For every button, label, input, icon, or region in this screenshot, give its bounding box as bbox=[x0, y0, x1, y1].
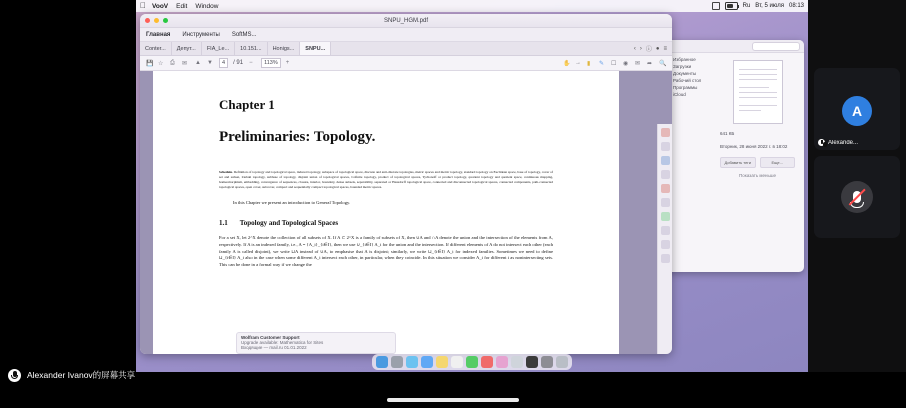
menu-app-name[interactable]: VooV bbox=[146, 2, 163, 10]
add-tags-button[interactable]: Добавить теги bbox=[720, 157, 756, 168]
pdf-document-area[interactable] bbox=[140, 71, 672, 354]
file-date: Вторник, 28 июня 2022 г. в 18:02 bbox=[720, 143, 788, 149]
export-pdf-icon[interactable] bbox=[661, 128, 670, 137]
section-number: 1.1 bbox=[219, 219, 228, 228]
zoom-participants-panel bbox=[808, 0, 906, 372]
window-title: SNPU_HGM.pdf bbox=[383, 17, 428, 24]
share-icon[interactable]: ➦ bbox=[647, 60, 653, 67]
pdf-tool-rail[interactable] bbox=[657, 124, 672, 354]
toolbar-left-group[interactable] bbox=[146, 60, 189, 67]
home-indicator bbox=[387, 398, 519, 402]
launchpad-icon[interactable] bbox=[391, 356, 403, 368]
account-icon[interactable]: ● bbox=[655, 45, 660, 52]
mac-dock[interactable] bbox=[372, 354, 572, 370]
self-view-tile[interactable] bbox=[814, 156, 900, 238]
avatar: A bbox=[842, 96, 872, 126]
zoom-out-icon[interactable]: − bbox=[249, 59, 253, 66]
page-total-label: / 91 bbox=[233, 60, 244, 66]
safari-icon[interactable] bbox=[406, 356, 418, 368]
search-icon[interactable]: 🔍 bbox=[659, 60, 667, 67]
sidebar-item-downloads[interactable]: Загрузки bbox=[673, 64, 692, 69]
bookmark-icon[interactable]: ☆ bbox=[158, 60, 164, 67]
highlight-icon[interactable]: ▮ bbox=[587, 60, 591, 67]
finder-search-input[interactable] bbox=[752, 42, 800, 51]
share-label: Alexander Ivanov的屏幕共享 bbox=[27, 370, 136, 380]
pdf-document-tabs[interactable] bbox=[140, 42, 672, 56]
mail-subject: Upgrade available: Mathematica for Sites bbox=[241, 340, 324, 345]
stamp-icon[interactable]: ◉ bbox=[623, 60, 629, 67]
redact-icon[interactable] bbox=[661, 198, 670, 207]
pdf-page bbox=[153, 71, 619, 354]
finder-toolbar[interactable] bbox=[656, 40, 804, 53]
finder-icon[interactable] bbox=[376, 356, 388, 368]
screen-share-bar[interactable] bbox=[0, 364, 248, 386]
menu-hamburger-icon[interactable]: ≡ bbox=[663, 45, 667, 52]
sidebar-item-desktop[interactable]: Рабочий стол bbox=[673, 78, 702, 83]
finder-body bbox=[656, 53, 804, 181]
section-heading bbox=[219, 219, 591, 227]
menu-time[interactable]: 08:13 bbox=[788, 3, 804, 9]
sidebar-item-documents[interactable]: Документы bbox=[673, 71, 697, 76]
mail-preview-strip[interactable] bbox=[236, 332, 396, 354]
help-icon[interactable]: ⓘ bbox=[645, 47, 652, 53]
participant-name-row bbox=[818, 139, 896, 146]
calendar-icon[interactable] bbox=[451, 356, 463, 368]
menu-status-area[interactable] bbox=[712, 2, 804, 10]
page-number-input[interactable]: 4 bbox=[219, 58, 228, 68]
show-less-link[interactable]: Показать меньше bbox=[739, 172, 776, 178]
zoom-level-select[interactable]: 113% bbox=[261, 58, 281, 68]
toolbar-annotation-group[interactable] bbox=[563, 60, 666, 67]
terminal-icon[interactable] bbox=[526, 356, 538, 368]
close-button[interactable] bbox=[145, 18, 150, 23]
participant-tile[interactable] bbox=[814, 68, 900, 150]
page-title: Preliminaries: Topology. bbox=[219, 129, 376, 145]
microphone-icon[interactable] bbox=[8, 369, 21, 382]
microphone-muted-icon bbox=[818, 139, 825, 146]
window-controls[interactable] bbox=[145, 18, 168, 23]
more-tools-icon[interactable] bbox=[661, 254, 670, 263]
body-paragraph: For a set X, let 2^X denote the collection of all subsets of X. If A ⊂ 2^X is a family of subsets of X, then ∪A and ∩A denote the union and the intersection of the elements from A, respectively. If A is an indexed family, i.e., A = {A_i}_{i∈I}, then we use ∪_{i∈I} A_i for the union and the intersection. If different elements of A do not intersect each other (each family A is called disjoint), we write ⊔A instead of ∪A, to emphasise that A is disjoint; similarly, we write ⊔_{i∈I} A_i for indexed families. Sometimes we need to define ⊔_{i∈I} A_i also in the case when some different A_i intersect each other, in particular, when they coincide. In this situation we consider A_i for different i as nonintersecting sets. This can be done in a formal way if we change the bbox=[219, 235, 553, 268]
finder-action-buttons[interactable] bbox=[715, 154, 800, 171]
page-down-icon[interactable]: ▼ bbox=[207, 59, 213, 66]
tab-snpu[interactable]: SNPU... bbox=[300, 42, 331, 55]
music-icon[interactable] bbox=[481, 356, 493, 368]
settings-icon[interactable] bbox=[541, 356, 553, 368]
toolbar-page-group[interactable] bbox=[195, 58, 243, 68]
pdf-reader-window[interactable] bbox=[140, 14, 672, 354]
compress-icon[interactable] bbox=[661, 240, 670, 249]
save-icon[interactable]: 💾 bbox=[146, 60, 154, 67]
pen-icon[interactable]: ✎ bbox=[599, 60, 605, 67]
battery-icon[interactable] bbox=[725, 2, 738, 10]
text-box-icon[interactable]: ☐ bbox=[611, 60, 617, 67]
combine-files-icon[interactable] bbox=[661, 170, 670, 179]
fill-sign-icon[interactable] bbox=[661, 226, 670, 235]
file-size: 641 КБ bbox=[720, 131, 735, 136]
tab-fia-le[interactable]: FIA_Le... bbox=[202, 42, 235, 55]
notes-icon[interactable] bbox=[436, 356, 448, 368]
mail-folder: Входящие — mail.ru 01.01.2022 bbox=[241, 345, 307, 350]
schedule-label: Schedule. bbox=[219, 170, 233, 174]
ribbon-tab-softms[interactable]: SoftMS... bbox=[231, 31, 257, 38]
schedule-text: Definition of topology and topological space, induced topology, subspace of topological space, discrete and anti-discrete topologies, metric spaces and metric topology, standard topology on Euclidean space, base of topology, cover of set and subset, Zariski topology, subbase of topology, disjoint union of topological spaces, Cofinite topology, product of topological spaces, Tychonoff or product topology, quotient topology and quotient space, continuous mapping, homeomorphism, embedding, convergence of sequences, closure, interior, boundary, dense subsets, separability, separated or Hausdorff topological space, connected and disconnected topological spaces, connected components, path-connected topological spaces, open cover, subcover, compact and sequentially compact topological spaces, bounded metric spaces. bbox=[219, 170, 553, 190]
edit-pdf-icon[interactable] bbox=[661, 142, 670, 151]
create-pdf-icon[interactable] bbox=[661, 156, 670, 165]
mail-sender: Wolfram Customer Support bbox=[241, 335, 300, 340]
mic-status-button[interactable] bbox=[841, 181, 873, 213]
finder-window[interactable] bbox=[656, 40, 804, 272]
organize-pages-icon[interactable] bbox=[661, 184, 670, 193]
comment-icon[interactable]: ✉ bbox=[635, 60, 641, 67]
apple-menu-icon[interactable] bbox=[140, 2, 146, 10]
select-tool-icon[interactable]: → bbox=[575, 59, 581, 66]
hand-tool-icon[interactable]: ✋ bbox=[563, 60, 571, 67]
file-thumbnail[interactable] bbox=[733, 60, 783, 124]
tab-next-icon[interactable]: › bbox=[639, 45, 642, 52]
tab-honigs[interactable]: Honigs... bbox=[268, 42, 301, 55]
tab-deput[interactable]: Депут... bbox=[172, 42, 202, 55]
sidebar-item-icloud[interactable]: iCloud bbox=[673, 92, 686, 97]
mail-icon[interactable] bbox=[421, 356, 433, 368]
finder-sidebar[interactable] bbox=[673, 56, 711, 178]
page-up-icon[interactable]: ▲ bbox=[195, 59, 201, 66]
pdf-title-bar[interactable] bbox=[140, 14, 672, 28]
protect-icon[interactable] bbox=[661, 212, 670, 221]
pdf-toolbar[interactable] bbox=[140, 56, 672, 71]
section-title: Topology and Topological Spaces bbox=[239, 219, 339, 228]
more-button[interactable]: Еще... bbox=[760, 157, 796, 168]
ribbon-tab-home[interactable]: Главная bbox=[146, 31, 171, 38]
maximize-button[interactable] bbox=[163, 18, 168, 23]
print-icon[interactable]: ⎙ bbox=[170, 59, 175, 66]
toolbar-zoom-group[interactable] bbox=[249, 58, 293, 68]
email-icon[interactable]: ✉ bbox=[182, 60, 188, 67]
messages-icon[interactable] bbox=[466, 356, 478, 368]
wifi-icon[interactable] bbox=[712, 2, 720, 10]
chapter-heading: Chapter 1 bbox=[219, 97, 275, 112]
pdf-ribbon[interactable] bbox=[140, 28, 672, 42]
tab-prev-icon[interactable]: ‹ bbox=[633, 45, 636, 52]
intro-paragraph: In this Chapter we present an introduction to General Topology. bbox=[233, 200, 351, 206]
participant-name: Alexande... bbox=[828, 139, 859, 146]
tab-nav-controls[interactable] bbox=[629, 42, 672, 55]
finder-preview-pane bbox=[715, 56, 800, 178]
menu-item-window[interactable]: Window bbox=[189, 2, 213, 10]
photos-icon[interactable] bbox=[496, 356, 508, 368]
sidebar-item-applications[interactable]: Программы bbox=[673, 85, 698, 90]
tab-conter[interactable]: Conter... bbox=[140, 42, 172, 55]
sidebar-item-favorites[interactable]: Избранное bbox=[673, 57, 696, 62]
mac-menu-bar[interactable] bbox=[136, 0, 808, 12]
trash-icon[interactable] bbox=[556, 356, 568, 368]
tab-10151[interactable]: 10.151... bbox=[235, 42, 267, 55]
ribbon-tab-tools[interactable]: Инструменты bbox=[182, 31, 220, 38]
schedule-paragraph bbox=[219, 170, 553, 190]
input-language-label[interactable]: Ru bbox=[742, 3, 751, 9]
menu-item-edit[interactable]: Edit bbox=[170, 2, 182, 10]
menu-date[interactable]: Вт, 5 июля bbox=[755, 3, 784, 9]
minimize-button[interactable] bbox=[154, 18, 159, 23]
shared-screen-region bbox=[136, 0, 808, 372]
preview-icon[interactable] bbox=[511, 356, 523, 368]
zoom-in-icon[interactable]: + bbox=[285, 59, 290, 66]
